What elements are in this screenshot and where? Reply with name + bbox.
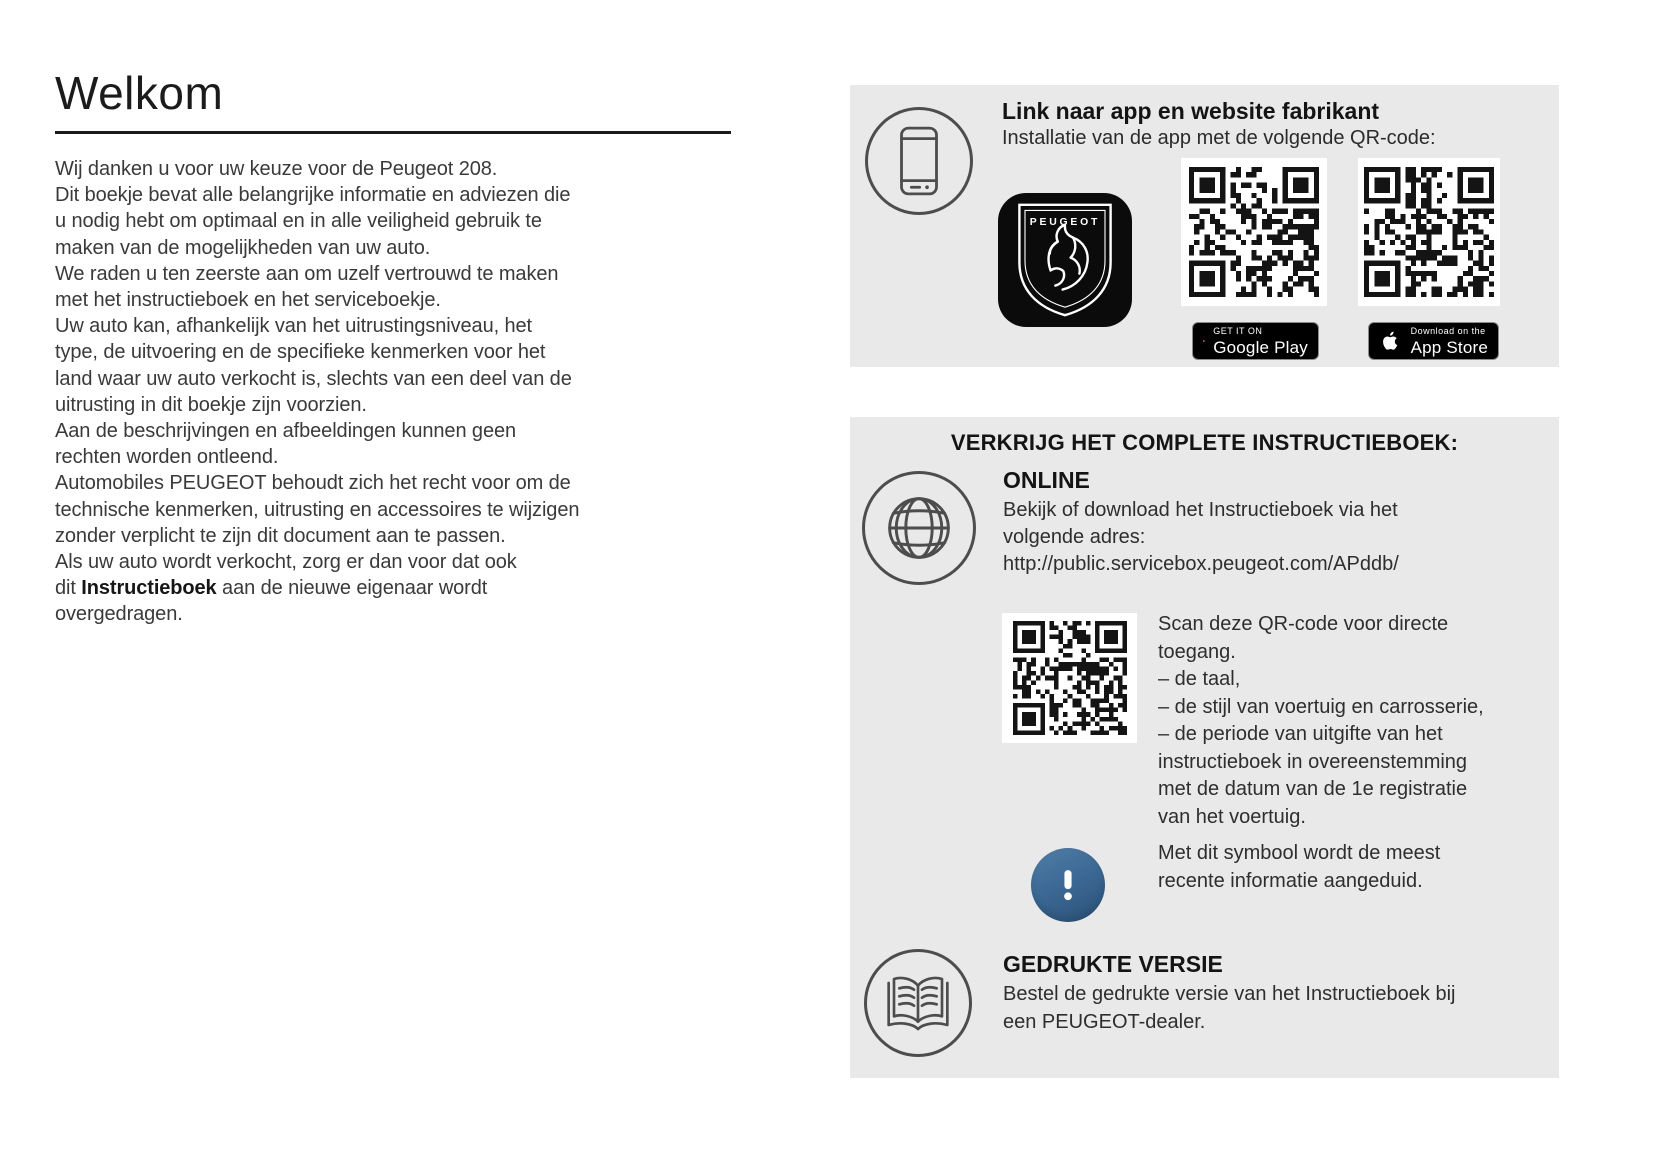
text-line: We raden u ten zeerste aan om uzelf vertrouwd te maken — [55, 262, 559, 285]
online-heading: ONLINE — [1003, 467, 1090, 493]
text-line: Uw auto kan, afhankelijk van het uitrustingsniveau, het — [55, 315, 533, 338]
intro-text — [55, 156, 579, 628]
printed-version-heading: GEDRUKTE VERSIE — [1003, 951, 1223, 977]
app-box-subtitle: Installatie van de app met de volgende QR-code: — [1002, 127, 1436, 149]
text-line: zonder verplicht te zijn dit document aan te passen. — [55, 524, 506, 547]
online-text — [1003, 497, 1399, 578]
text-line: overgedragen. — [55, 603, 183, 626]
text-line: met de datum van de 1e registratie — [1158, 778, 1468, 800]
app-link-box — [850, 85, 1559, 367]
app-store-label: App Store — [1410, 337, 1488, 357]
title-divider — [55, 131, 731, 134]
text-line: met het instructieboek en het serviceboekje. — [55, 289, 441, 312]
app-box-title: Link naar app en website fabrikant — [1002, 98, 1380, 124]
text-line: Dit boekje bevat alle belangrijke informatie en adviezen die — [55, 184, 571, 207]
qr-instructions — [1158, 611, 1484, 831]
printed-version-text — [1003, 981, 1455, 1036]
text-line: Met dit symbool wordt de meest — [1158, 842, 1441, 864]
qr-code-app-store — [1358, 158, 1500, 306]
text-line: maken van de mogelijkheden van uw auto. — [55, 236, 431, 259]
google-play-badge[interactable] — [1192, 322, 1319, 360]
app-store-tagline: Download on the — [1410, 325, 1486, 336]
info-note-text — [1158, 839, 1440, 895]
page-title: Welkom — [55, 67, 224, 119]
text-line: Aan de beschrijvingen en afbeeldingen kunnen geen — [55, 420, 517, 443]
text-line: land waar uw auto verkocht is, slechts van een deel van de — [55, 367, 572, 390]
text-line: van het voertuig. — [1158, 805, 1306, 828]
servicebox-url-link[interactable]: http://public.servicebox.peugeot.com/APddb/ — [1003, 553, 1399, 575]
google-play-triangle-icon — [1203, 326, 1205, 356]
apple-icon — [1379, 327, 1403, 355]
text-line: dit Instructieboek aan de nieuwe eigenaar wordt — [55, 577, 488, 600]
qr-pattern — [1013, 621, 1127, 735]
text-line: – de periode van uitgifte van het — [1158, 723, 1443, 745]
exclamation-icon — [1031, 848, 1105, 922]
online-lines — [1003, 497, 1399, 551]
text-line: type, de uitvoering en de specifieke kenmerken voor het — [55, 341, 546, 364]
text-line: Wij danken u voor uw keuze voor de Peugeot 208. — [55, 158, 498, 180]
text-line: Bestel de gedrukte versie van het Instructieboek bij — [1003, 983, 1456, 1005]
complete-manual-box — [850, 417, 1559, 1078]
qr-pattern — [1189, 167, 1319, 297]
text-line: toegang. — [1158, 640, 1236, 663]
peugeot-shield-logo — [1013, 200, 1117, 320]
app-store-badge[interactable] — [1368, 322, 1499, 360]
open-book-icon — [864, 949, 972, 1057]
peugeot-app-icon — [998, 193, 1132, 327]
text-line: instructieboek in overeenstemming — [1158, 750, 1468, 773]
text-line: – de stijl van voertuig en carrosserie, — [1158, 695, 1484, 718]
text-line: uitrusting in dit boekje zijn voorzien. — [55, 393, 367, 416]
text-line: – de taal, — [1158, 668, 1241, 690]
text-line: Automobiles PEUGEOT behoudt zich het recht voor om de — [55, 472, 571, 495]
text-line: recente informatie aangeduid. — [1158, 870, 1423, 892]
text-line: een PEUGEOT-dealer. — [1003, 1010, 1206, 1033]
manual-box-header: VERKRIJG HET COMPLETE INSTRUCTIEBOEK: — [950, 430, 1459, 455]
smartphone-icon — [865, 107, 973, 215]
qr-pattern — [1364, 167, 1494, 297]
text-line: technische kenmerken, uitrusting en accessoires te wijzigen — [55, 498, 580, 521]
globe-icon — [862, 471, 976, 585]
text-line: rechten worden ontleend. — [55, 446, 279, 469]
qr-code-manual — [1002, 613, 1137, 743]
svg-text:PEUGEOT: PEUGEOT — [1029, 216, 1101, 228]
google-play-label: Google Play — [1213, 337, 1308, 357]
qr-code-google-play — [1181, 158, 1327, 306]
text-line: u nodig hebt om optimaal en in alle veiligheid gebruik te — [55, 210, 542, 233]
text-line: Als uw auto wordt verkocht, zorg er dan voor dat ook — [55, 551, 517, 574]
text-line: volgende adres: — [1003, 526, 1146, 548]
text-line: Scan deze QR-code voor directe — [1158, 613, 1449, 635]
google-play-tagline: GET IT ON — [1213, 325, 1263, 336]
text-line: Bekijk of download het Instructieboek via het — [1003, 499, 1398, 521]
